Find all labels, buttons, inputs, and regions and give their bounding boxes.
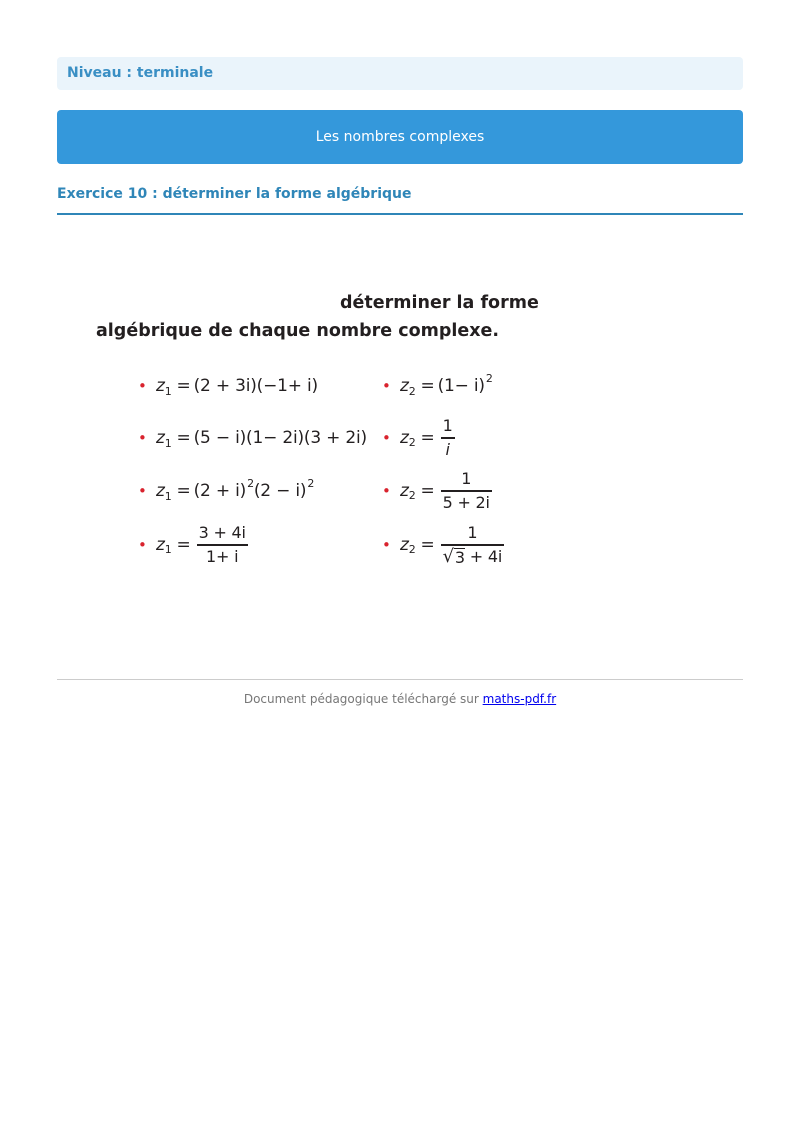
equals-sign: = xyxy=(420,376,435,396)
equals-sign: = xyxy=(176,376,191,396)
exercise-title: Exercice 10 : déterminer la forme algébrique xyxy=(57,186,743,215)
expression: (2 + i) xyxy=(193,481,247,501)
chapter-banner: Les nombres complexes xyxy=(57,110,743,164)
equation xyxy=(156,476,315,503)
variable: z xyxy=(400,427,409,448)
bullet-icon: • xyxy=(138,377,147,395)
exercise-figure xyxy=(90,290,560,585)
numerator: 1 xyxy=(442,416,453,436)
denominator: 5 + 2i xyxy=(442,492,490,512)
list-item xyxy=(138,415,367,461)
denominator: 1+ i xyxy=(206,546,239,566)
variable: z xyxy=(400,376,409,396)
variable: z xyxy=(156,481,165,501)
equation xyxy=(400,468,492,513)
fraction xyxy=(441,468,492,513)
exponent: 2 xyxy=(247,476,254,490)
equation xyxy=(400,371,493,398)
level-badge: Niveau : terminale xyxy=(57,57,743,90)
equation xyxy=(400,415,455,460)
footer-text: Document pédagogique téléchargé sur xyxy=(243,692,483,706)
variable: z xyxy=(156,428,165,448)
equals-sign: = xyxy=(420,427,435,448)
variable: z xyxy=(400,534,409,555)
subscript: 1 xyxy=(164,384,172,398)
bullet-icon: • xyxy=(138,429,147,447)
radical-icon: √ xyxy=(442,545,454,567)
footer xyxy=(57,692,743,706)
list-item xyxy=(382,363,493,409)
bullet-icon: • xyxy=(382,377,391,395)
list-item xyxy=(138,522,248,568)
subscript: 2 xyxy=(408,543,416,557)
bullet-icon: • xyxy=(138,482,147,500)
list-item xyxy=(382,468,492,514)
radicand: 3 xyxy=(454,547,465,567)
denominator xyxy=(441,546,504,568)
equals-sign: = xyxy=(176,481,191,501)
variable: z xyxy=(156,534,165,555)
fraction xyxy=(441,415,455,460)
equation xyxy=(156,428,367,448)
expression: (2 + 3i)(−1+ i) xyxy=(193,376,318,396)
equation xyxy=(156,522,248,567)
fraction xyxy=(197,522,248,567)
subscript: 2 xyxy=(408,489,416,503)
square-root xyxy=(443,547,465,567)
fraction xyxy=(441,522,504,567)
list-item xyxy=(382,522,504,568)
variable: z xyxy=(156,376,165,396)
exercise-intro-line2: algébrique de chaque nombre complexe. xyxy=(96,321,500,341)
numerator: 3 + 4i xyxy=(198,523,246,543)
footer-divider xyxy=(57,679,743,680)
equals-sign: = xyxy=(176,428,191,448)
equation xyxy=(156,376,318,396)
numerator: 1 xyxy=(461,469,472,489)
list-item xyxy=(382,415,455,461)
list-item xyxy=(138,468,314,514)
expression: (1− i) xyxy=(437,376,485,396)
equals-sign: = xyxy=(176,534,191,555)
exponent: 2 xyxy=(307,476,315,490)
exercise-intro-line1: déterminer la forme xyxy=(340,293,539,313)
numerator: 1 xyxy=(467,523,478,543)
variable: z xyxy=(400,480,409,501)
exponent: 2 xyxy=(485,371,493,385)
subscript: 1 xyxy=(164,489,172,503)
list-item xyxy=(138,363,318,409)
denominator: i xyxy=(445,439,450,459)
equals-sign: = xyxy=(420,480,435,501)
bullet-icon: • xyxy=(382,536,391,554)
bullet-icon: • xyxy=(382,429,391,447)
bullet-icon: • xyxy=(382,482,391,500)
subscript: 1 xyxy=(164,543,172,557)
subscript: 1 xyxy=(164,436,172,450)
equation xyxy=(400,522,504,567)
expression: (2 − i) xyxy=(253,481,307,501)
subscript: 2 xyxy=(408,384,416,398)
bullet-icon: • xyxy=(138,536,147,554)
expression: (5 − i)(1− 2i)(3 + 2i) xyxy=(193,428,367,448)
equals-sign: = xyxy=(420,534,435,555)
subscript: 2 xyxy=(408,436,416,450)
footer-link[interactable]: maths-pdf.fr xyxy=(482,692,557,706)
denominator-rest: + 4i xyxy=(464,546,503,566)
